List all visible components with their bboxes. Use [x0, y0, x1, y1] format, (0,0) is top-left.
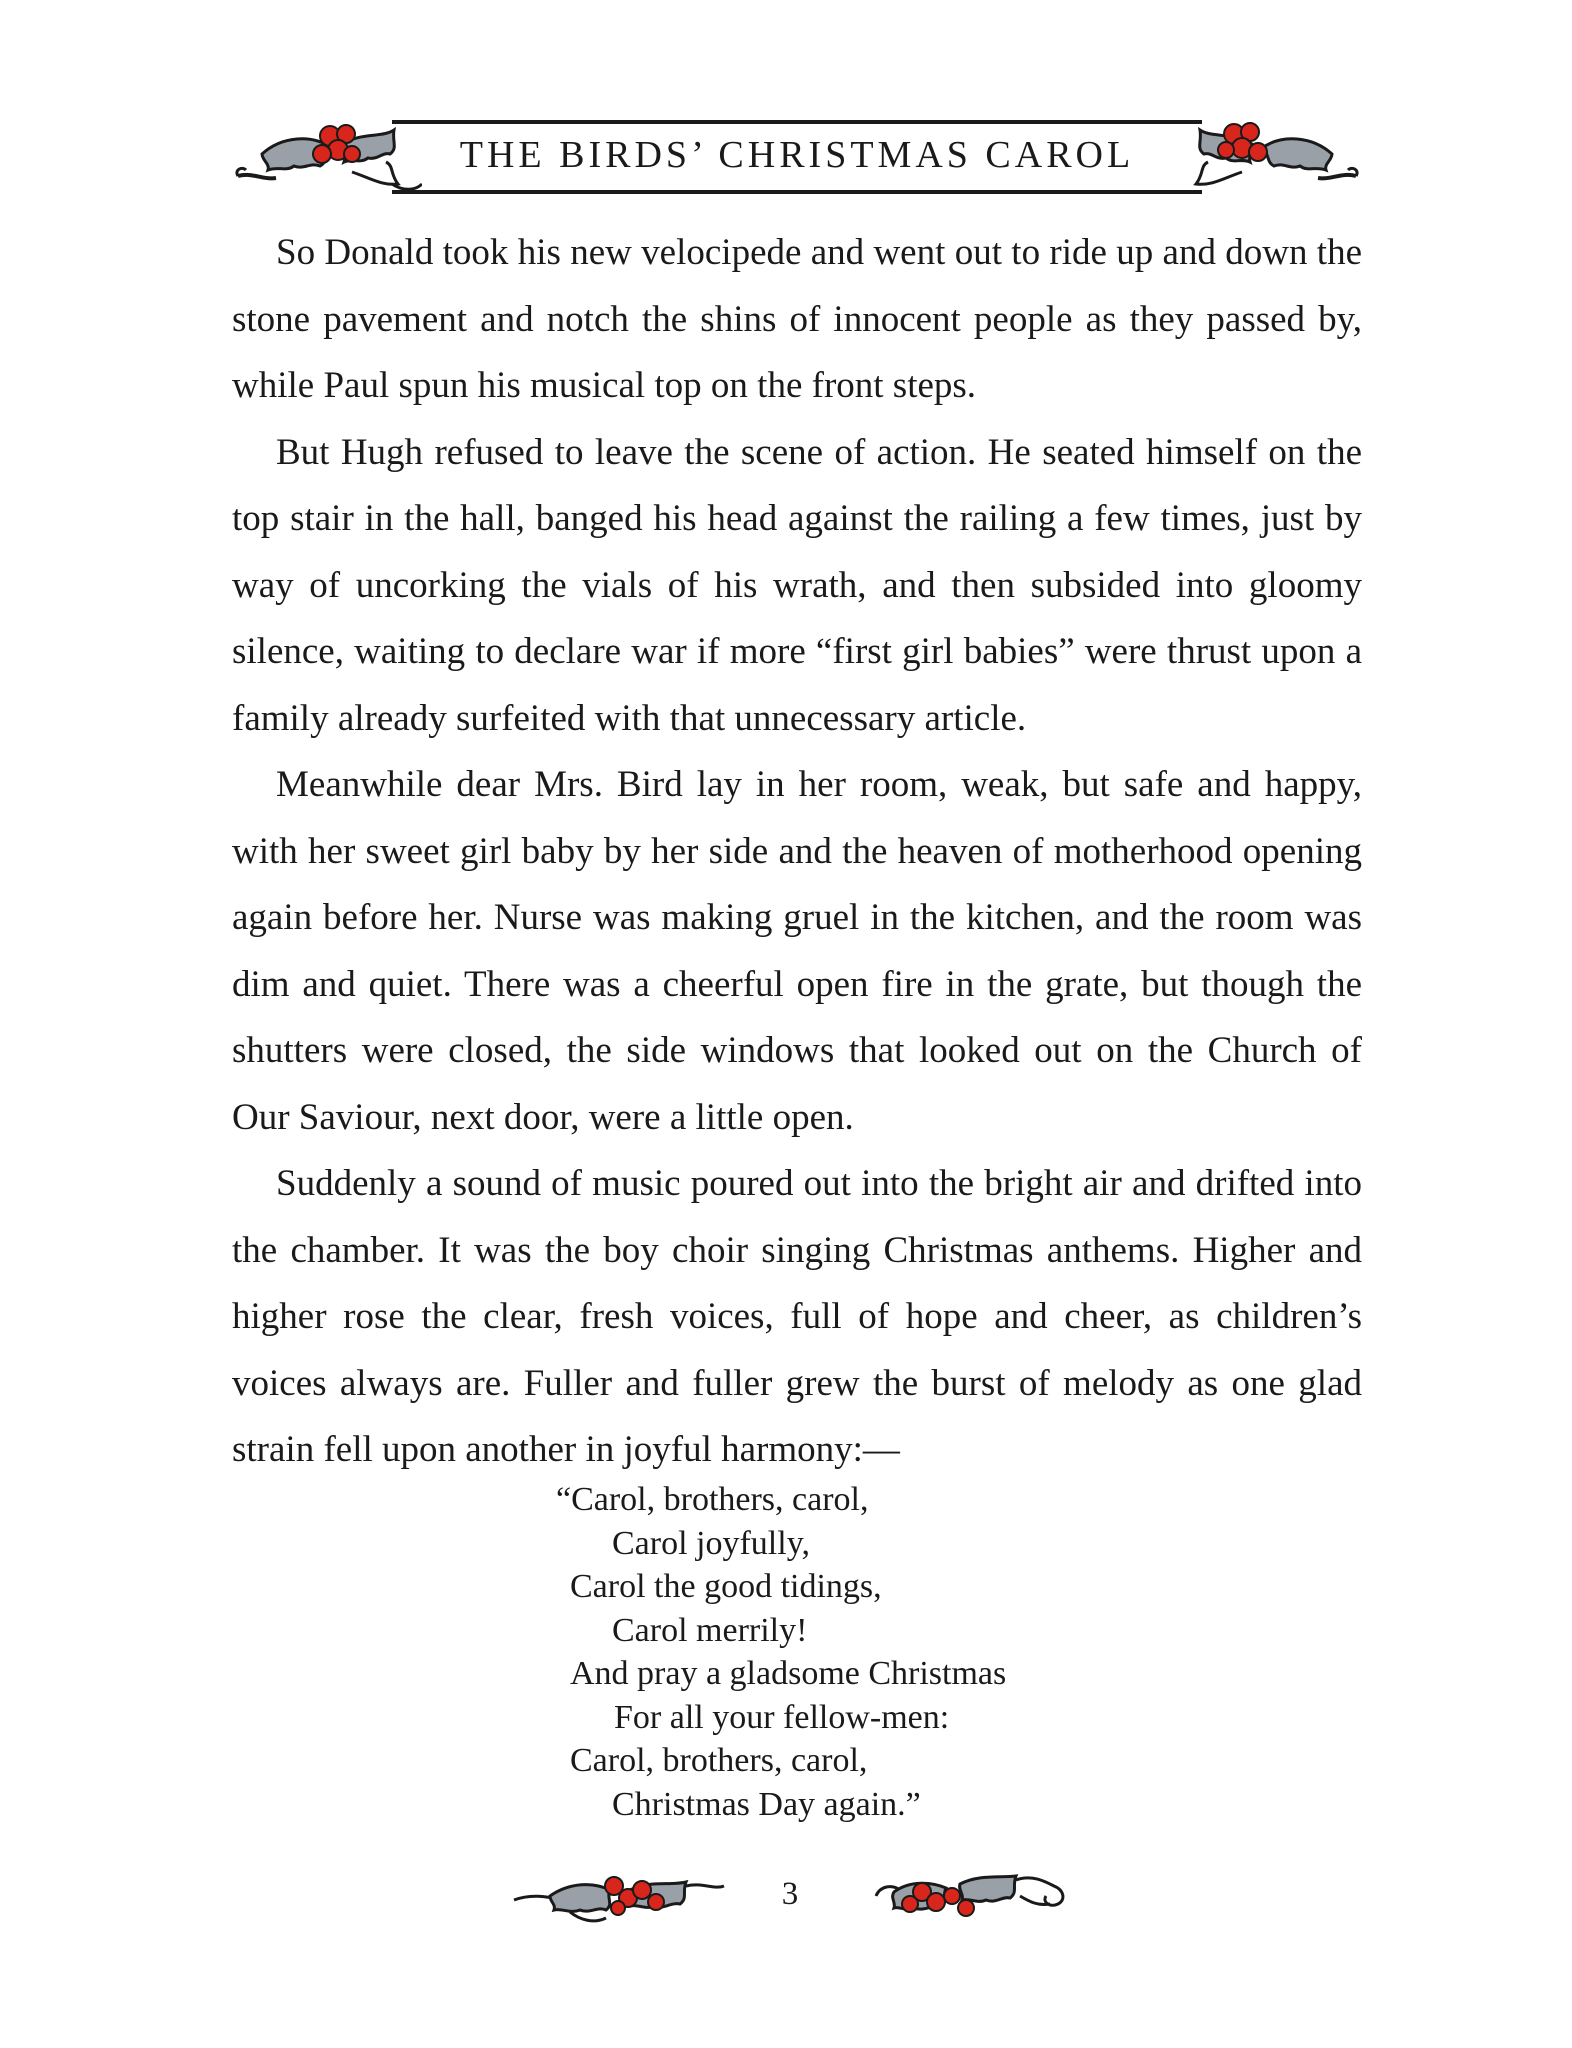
paragraph: Meanwhile dear Mrs. Bird lay in her room, weak, but safe and happy, with her sweet girl baby by her side and the heaven of motherhood opening again before her. Nurse was making gruel in the kitchen, and the room was dim and quiet. There was a cheerful open fire in the grate, but though the shutters were closed, the side windows that looked out on the Church of Our Saviour, next door, were a little open. [232, 764, 1362, 1138]
page-footer [510, 1856, 1070, 1936]
verse-line: Carol joyfully, [612, 1524, 810, 1562]
holly-sprig-icon [1172, 114, 1362, 206]
paragraph: So Donald took his new velocipede and went out to ride up and down the stone pavement and notch the shins of innocent people as they passed by, while Paul spun his musical top on the front steps. [232, 232, 1362, 406]
verse-line: For all your fellow-men: [614, 1698, 950, 1736]
verse-line: Carol the good tidings, [570, 1568, 882, 1605]
holly-sprig-icon [870, 1856, 1070, 1936]
paragraph: Suddenly a sound of music poured out into the bright air and drifted into the chamber. It was the boy choir singing Christmas anthems. Higher and higher rose the clear, fresh voices, full of hope and cheer, as children’s voices always are. Fuller and fuller grew the burst of melody as one glad strain fell upon another in joyful harmony:— [232, 1163, 1362, 1470]
paragraph: But Hugh refused to leave the scene of action. He seated himself on the top stair in the hall, banged his head against the railing a few times, just by way of uncorking the vials of his wrath, and then subsided into gloomy silence, waiting to declare war if more “first girl babies” were thrust upon a family already surfeited with that unnecessary article. [232, 431, 1362, 739]
body-text [232, 220, 1362, 1484]
carol-verse [556, 1478, 1006, 1826]
running-title: THE BIRDS’ CHRISTMAS CAROL [459, 134, 1135, 176]
page-header [232, 114, 1362, 206]
verse-line: Carol, brothers, carol, [570, 1742, 868, 1779]
verse-line: And pray a gladsome Christmas [570, 1655, 1007, 1692]
verse-line: Carol merrily! [612, 1611, 808, 1649]
verse-line: “Carol, brothers, carol, [556, 1481, 869, 1518]
page-number: 3 [781, 1876, 799, 1912]
verse-line: Christmas Day again.” [612, 1785, 921, 1823]
